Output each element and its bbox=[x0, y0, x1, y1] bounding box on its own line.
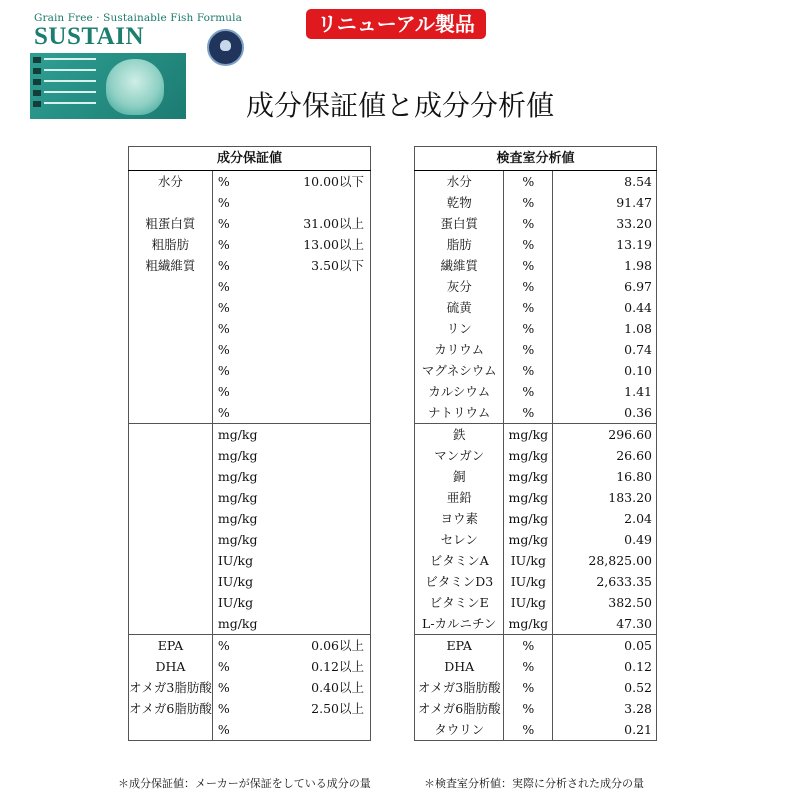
cell-unit: mg/kg bbox=[504, 487, 553, 508]
cell-value: 0.12 bbox=[624, 659, 652, 674]
cell-value: 0.21 bbox=[624, 722, 652, 737]
cell-unit: mg/kg bbox=[504, 445, 553, 466]
table-row bbox=[129, 592, 371, 613]
cell-value: 0.52 bbox=[624, 680, 652, 695]
cell-unit: % bbox=[217, 279, 230, 294]
table-row bbox=[415, 171, 657, 193]
cell-name: オメガ6脂肪酸 bbox=[415, 698, 504, 719]
table-row bbox=[129, 213, 371, 234]
cell-name: タウリン bbox=[415, 719, 504, 741]
cell-value: 3.28 bbox=[624, 701, 652, 716]
cell-value bbox=[279, 297, 371, 318]
cell-name: セレン bbox=[415, 529, 504, 550]
cell-name: 脂肪 bbox=[415, 234, 504, 255]
cell-value: 1.41 bbox=[624, 384, 652, 399]
cell-value: 26.60 bbox=[616, 448, 652, 463]
cell-value: 3.50以下 bbox=[311, 258, 364, 273]
cell-unit: % bbox=[504, 402, 553, 424]
cell-name: オメガ6脂肪酸 bbox=[129, 698, 213, 719]
cell-value bbox=[279, 381, 371, 402]
cell-value: 6.97 bbox=[624, 279, 652, 294]
table-row bbox=[129, 508, 371, 529]
cell-value: 47.30 bbox=[616, 616, 652, 631]
cell-value: 0.10 bbox=[624, 363, 652, 378]
table-row bbox=[415, 571, 657, 592]
cell-name bbox=[129, 466, 213, 487]
table-row bbox=[415, 192, 657, 213]
table-row bbox=[415, 402, 657, 424]
cell-name: EPA bbox=[415, 635, 504, 657]
cell-unit: % bbox=[212, 635, 278, 657]
cell-value bbox=[279, 487, 371, 508]
cell-value bbox=[279, 192, 371, 213]
table-row bbox=[129, 698, 371, 719]
cell-name: DHA bbox=[129, 656, 213, 677]
cell-name bbox=[129, 276, 213, 297]
cell-unit: % bbox=[504, 213, 553, 234]
cell-name: ビタミンE bbox=[415, 592, 504, 613]
cell-unit: % bbox=[217, 216, 230, 231]
table-row bbox=[129, 192, 371, 213]
cell-unit: IU/kg bbox=[217, 574, 254, 589]
table-row bbox=[415, 613, 657, 635]
table-row bbox=[129, 255, 371, 276]
cell-name: オメガ3脂肪酸 bbox=[129, 677, 213, 698]
table-header: 検査室分析値 bbox=[415, 147, 657, 171]
cell-value bbox=[279, 318, 371, 339]
cell-value: 0.06以上 bbox=[279, 635, 371, 657]
table-row bbox=[415, 529, 657, 550]
cell-value: 91.47 bbox=[616, 195, 652, 210]
cell-unit: mg/kg bbox=[504, 613, 553, 635]
cell-unit: mg/kg bbox=[212, 424, 278, 446]
table-row bbox=[415, 297, 657, 318]
cell-unit: mg/kg bbox=[217, 469, 258, 484]
cell-unit: % bbox=[504, 381, 553, 402]
cell-value: 28,825.00 bbox=[588, 553, 652, 568]
table-row bbox=[129, 297, 371, 318]
cell-value bbox=[279, 508, 371, 529]
cell-unit: % bbox=[217, 722, 230, 737]
table-row bbox=[415, 698, 657, 719]
cell-unit: mg/kg bbox=[504, 424, 553, 446]
table-row bbox=[129, 635, 371, 657]
table-row bbox=[129, 318, 371, 339]
table-row bbox=[415, 508, 657, 529]
table-row bbox=[129, 677, 371, 698]
table-header: 成分保証値 bbox=[129, 147, 371, 171]
cell-name bbox=[129, 487, 213, 508]
cell-name: マンガン bbox=[415, 445, 504, 466]
label-brand: SUSTAIN bbox=[34, 23, 145, 50]
table-row bbox=[129, 550, 371, 571]
cell-value: 0.74 bbox=[624, 342, 652, 357]
table-row bbox=[129, 719, 371, 741]
cell-name bbox=[129, 360, 213, 381]
cell-name: ビタミンD3 bbox=[415, 571, 504, 592]
cell-unit: mg/kg bbox=[217, 448, 258, 463]
table-row bbox=[129, 360, 371, 381]
page-title: 成分保証値と成分分析値 bbox=[245, 89, 554, 122]
cell-name: ビタミンA bbox=[415, 550, 504, 571]
analysis-table bbox=[414, 146, 657, 741]
table-row bbox=[415, 656, 657, 677]
table-row bbox=[129, 529, 371, 550]
cell-unit: % bbox=[504, 192, 553, 213]
table-row bbox=[415, 234, 657, 255]
table-row bbox=[129, 445, 371, 466]
cell-unit: % bbox=[504, 171, 553, 193]
cell-value bbox=[279, 613, 371, 635]
cell-value: 382.50 bbox=[608, 595, 652, 610]
cell-unit: % bbox=[504, 635, 553, 657]
cell-value: 0.44 bbox=[624, 300, 652, 315]
cell-unit: % bbox=[217, 237, 230, 252]
cell-unit: % bbox=[217, 384, 230, 399]
cell-name bbox=[129, 402, 213, 424]
table-row bbox=[129, 424, 371, 446]
cell-name: オメガ3脂肪酸 bbox=[415, 677, 504, 698]
cell-value bbox=[279, 402, 371, 424]
table-row bbox=[415, 318, 657, 339]
cell-value: 1.08 bbox=[624, 321, 652, 336]
cell-name: ヨウ素 bbox=[415, 508, 504, 529]
cell-name: 水分 bbox=[415, 171, 504, 193]
table-row bbox=[129, 402, 371, 424]
label-tagline: Grain Free · Sustainable Fish Formula bbox=[34, 12, 242, 24]
cell-value: 1.98 bbox=[624, 258, 652, 273]
table-row bbox=[415, 276, 657, 297]
cell-name: 灰分 bbox=[415, 276, 504, 297]
seal-icon bbox=[207, 29, 244, 66]
table-row bbox=[129, 466, 371, 487]
cell-value bbox=[279, 592, 371, 613]
cell-unit: % bbox=[504, 318, 553, 339]
table-row bbox=[415, 719, 657, 741]
cell-name bbox=[129, 318, 213, 339]
cell-name: DHA bbox=[415, 656, 504, 677]
cell-unit: % bbox=[504, 234, 553, 255]
cell-unit: % bbox=[217, 258, 230, 273]
cell-value bbox=[279, 339, 371, 360]
cell-unit: % bbox=[504, 276, 553, 297]
cell-value: 16.80 bbox=[616, 469, 652, 484]
cell-value: 10.00以下 bbox=[303, 174, 364, 189]
cell-value bbox=[279, 424, 371, 446]
cell-unit: mg/kg bbox=[504, 508, 553, 529]
cell-unit: % bbox=[504, 297, 553, 318]
renewal-badge: リニューアル製品 bbox=[306, 9, 486, 39]
cell-unit: % bbox=[217, 342, 230, 357]
cell-name: カリウム bbox=[415, 339, 504, 360]
cell-unit: % bbox=[504, 255, 553, 276]
cell-value bbox=[279, 529, 371, 550]
cell-unit: mg/kg bbox=[217, 490, 258, 505]
cell-unit: % bbox=[217, 321, 230, 336]
table-row bbox=[129, 339, 371, 360]
cell-name: 粗脂肪 bbox=[129, 234, 213, 255]
cell-unit: % bbox=[504, 360, 553, 381]
cell-name: ナトリウム bbox=[415, 402, 504, 424]
cell-name bbox=[129, 339, 213, 360]
cell-unit: % bbox=[217, 363, 230, 378]
table-row bbox=[415, 424, 657, 446]
cell-name bbox=[129, 381, 213, 402]
cell-name: 繊維質 bbox=[415, 255, 504, 276]
cell-name bbox=[129, 613, 213, 635]
cell-value bbox=[279, 466, 371, 487]
cell-name: 蛋白質 bbox=[415, 213, 504, 234]
cell-name bbox=[129, 719, 213, 741]
cell-value: 31.00以上 bbox=[303, 216, 364, 231]
cell-unit: % bbox=[217, 195, 230, 210]
cell-value: 0.12以上 bbox=[311, 659, 364, 674]
cell-value: 296.60 bbox=[553, 424, 657, 446]
cell-name: 粗繊維質 bbox=[129, 255, 213, 276]
cell-value: 0.49 bbox=[624, 532, 652, 547]
cell-unit: % bbox=[217, 174, 230, 189]
cell-name: 銅 bbox=[415, 466, 504, 487]
cell-value bbox=[279, 276, 371, 297]
cell-unit: IU/kg bbox=[504, 550, 553, 571]
cell-unit: mg/kg bbox=[217, 532, 258, 547]
cell-value: 0.36 bbox=[624, 405, 652, 420]
cell-name bbox=[129, 571, 213, 592]
cell-name: L-カルニチン bbox=[415, 613, 504, 635]
guaranteed-table bbox=[128, 146, 371, 741]
table-row bbox=[415, 213, 657, 234]
cell-unit: mg/kg bbox=[217, 616, 258, 631]
cell-value: 33.20 bbox=[616, 216, 652, 231]
cell-name bbox=[129, 424, 213, 446]
cell-name: EPA bbox=[129, 635, 213, 657]
cell-value: 2.50以上 bbox=[311, 701, 364, 716]
table-row bbox=[129, 613, 371, 635]
cell-value: 13.00以上 bbox=[303, 237, 364, 252]
table-row bbox=[129, 487, 371, 508]
cell-unit: % bbox=[217, 701, 230, 716]
cell-value: 8.54 bbox=[624, 174, 652, 189]
cell-unit: % bbox=[504, 339, 553, 360]
cell-name: リン bbox=[415, 318, 504, 339]
cell-name: 硫黄 bbox=[415, 297, 504, 318]
cell-unit: % bbox=[217, 300, 230, 315]
cell-name bbox=[129, 192, 213, 213]
cell-unit: % bbox=[217, 659, 230, 674]
cell-value: 13.19 bbox=[616, 237, 652, 252]
table-row bbox=[415, 487, 657, 508]
analysis-footnote: ＊検査室分析値：実際に分析された成分の量 bbox=[424, 777, 644, 790]
table-row bbox=[415, 592, 657, 613]
cell-unit: % bbox=[504, 677, 553, 698]
cell-unit: % bbox=[217, 680, 230, 695]
cell-name bbox=[129, 550, 213, 571]
cell-unit: IU/kg bbox=[217, 595, 254, 610]
cell-name bbox=[129, 297, 213, 318]
table-row bbox=[415, 339, 657, 360]
table-row bbox=[129, 276, 371, 297]
cell-value bbox=[279, 360, 371, 381]
cell-unit: IU/kg bbox=[217, 553, 254, 568]
cell-name bbox=[129, 592, 213, 613]
cell-value: 2,633.35 bbox=[596, 574, 652, 589]
cell-name: 亜鉛 bbox=[415, 487, 504, 508]
cell-unit: mg/kg bbox=[217, 511, 258, 526]
cell-name: 水分 bbox=[129, 171, 213, 193]
cell-value bbox=[279, 445, 371, 466]
table-row bbox=[129, 171, 371, 193]
table-row bbox=[129, 234, 371, 255]
cell-value: 2.04 bbox=[624, 511, 652, 526]
guaranteed-footnote: ＊成分保証値：メーカーが保証をしている成分の量 bbox=[118, 777, 371, 790]
cell-name bbox=[129, 508, 213, 529]
cell-unit: % bbox=[504, 656, 553, 677]
cell-unit: IU/kg bbox=[504, 571, 553, 592]
cell-unit: % bbox=[217, 405, 230, 420]
cell-name: マグネシウム bbox=[415, 360, 504, 381]
table-row bbox=[415, 677, 657, 698]
cell-unit: % bbox=[504, 719, 553, 741]
cell-name bbox=[129, 445, 213, 466]
cell-unit: mg/kg bbox=[504, 529, 553, 550]
cell-unit: mg/kg bbox=[504, 466, 553, 487]
cell-name: 粗蛋白質 bbox=[129, 213, 213, 234]
table-row bbox=[415, 635, 657, 657]
cell-value bbox=[279, 719, 371, 741]
table-row bbox=[129, 571, 371, 592]
cell-value: 0.40以上 bbox=[311, 680, 364, 695]
cell-name: カルシウム bbox=[415, 381, 504, 402]
table-row bbox=[415, 466, 657, 487]
table-row bbox=[415, 550, 657, 571]
table-row bbox=[415, 445, 657, 466]
table-row bbox=[415, 381, 657, 402]
cell-name: 鉄 bbox=[415, 424, 504, 446]
cell-name bbox=[129, 529, 213, 550]
table-row bbox=[415, 255, 657, 276]
table-row bbox=[129, 381, 371, 402]
cell-value: 0.05 bbox=[553, 635, 657, 657]
cell-unit: % bbox=[504, 698, 553, 719]
table-row bbox=[415, 360, 657, 381]
cell-value bbox=[279, 550, 371, 571]
cell-value bbox=[279, 571, 371, 592]
cell-name: 乾物 bbox=[415, 192, 504, 213]
cell-unit: IU/kg bbox=[504, 592, 553, 613]
table-row bbox=[129, 656, 371, 677]
cell-value: 183.20 bbox=[608, 490, 652, 505]
